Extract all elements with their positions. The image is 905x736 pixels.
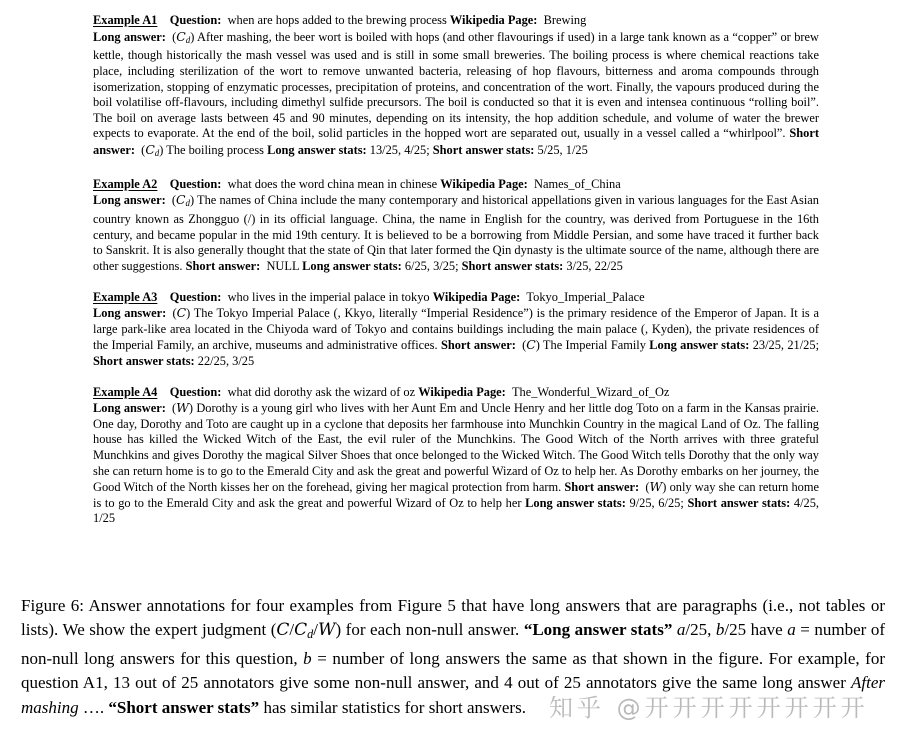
example-body xyxy=(93,305,819,369)
example-header xyxy=(93,385,819,401)
text-segment: Long answer: xyxy=(93,193,166,208)
text-segment: / xyxy=(313,620,319,640)
text-segment: ( xyxy=(134,142,146,157)
text-segment: ) The Tokyo Imperial Palace (, Kkyo, literally “Imperial Residence”) is the primary residence of the Emperor of Japan. It is a large park-like area located in the Chiyoda ward of Tokyo and contains buildings including the main palace (, Kyden), the private residences of the Imperial Family, an archive, museums and administrative offices. xyxy=(93,306,819,353)
text-segment: Example A1 xyxy=(93,13,158,27)
text-segment: d xyxy=(307,627,314,642)
example-body xyxy=(93,29,819,162)
text-segment: ) The boiling process xyxy=(159,142,268,157)
text-segment: Example A4 xyxy=(93,384,158,399)
text-segment: 9/25, 6/25; xyxy=(625,495,688,510)
text-segment: Wikipedia Page: xyxy=(432,289,521,304)
text-segment: a xyxy=(676,620,686,640)
watermark-text: 知乎 @开开开开开开开开 xyxy=(549,694,869,722)
text-segment: = number of non-null long answers for this question, xyxy=(21,620,885,668)
text-segment: Short answer: xyxy=(440,338,516,353)
text-segment: ( xyxy=(166,306,177,321)
text-segment: “Short answer stats” xyxy=(108,697,260,717)
text-segment: ( xyxy=(515,338,527,353)
text-segment: Short answer: xyxy=(185,258,261,273)
text-segment: Wikipedia Page: xyxy=(449,13,538,27)
figure-examples-block xyxy=(93,13,819,542)
text-segment: = number of long answers the same as that shown in the figure. For example, for question A1, 13 out of 25 annotators give some non-null answer, and 4 out of 25 annotators give the same long answer xyxy=(21,648,885,693)
text-segment: Long answer stats: xyxy=(525,495,626,510)
text-segment: has similar statistics for short answers. xyxy=(259,697,526,717)
text-segment: when are hops added to the brewing process xyxy=(221,13,450,27)
text-segment: Short answer stats: xyxy=(687,495,791,510)
text-segment: ) After mashing, the beer wort is boiled with hops (and other flavourings if used) in a large tank known as a “copper” or brew kettle, though historically the mash vessel was used and is still in some small breweries. The boiling process is where chemical reactions take place, including sterilization of the wort to remove unwanted bacteria, releasing of hop flavours, bitterness and aroma compounds through isomerization, stopping of enzymatic processes, precipitation of proteins, and concentration of the wort. Finally, the vapours produced during the boil volatilise off-flavours, including dimethyl sulfide precursors. The boil is conducted so that it is even and intensea continuous “rolling boil”. The boil on average lasts between 45 and 90 minutes, depending on its intensity, the hop addition schedule, and volume of water the brewer expects to evaporate. At the end of the boil, solid particles in the hopped wort are separated out, usually in a vessel called a “whirlpool”. xyxy=(93,29,819,141)
text-segment: C xyxy=(145,141,155,157)
text-segment: /25 have xyxy=(724,620,788,640)
text-segment: ) only way she can return home is to go to the Emerald City and ask the great and powerful Wizard of Oz to help her xyxy=(93,480,820,510)
text-segment: ( xyxy=(639,480,650,495)
figure-caption xyxy=(21,594,885,720)
text-segment: 13/25, 4/25; xyxy=(366,142,433,157)
text-segment: Long answer: xyxy=(93,29,166,44)
text-segment: Long answer: xyxy=(93,306,167,321)
text-segment: C xyxy=(526,337,536,353)
text-segment: Short answer: xyxy=(93,126,819,157)
text-segment xyxy=(157,385,169,399)
text-segment: 23/25, 21/25; xyxy=(749,338,820,353)
text-segment: C xyxy=(276,620,290,641)
text-segment: W xyxy=(649,479,663,495)
text-segment xyxy=(157,13,169,27)
example-block xyxy=(93,290,819,370)
example-header xyxy=(93,177,819,193)
example-block xyxy=(93,13,819,162)
text-segment: W xyxy=(176,400,189,416)
text-segment: The_Wonderful_Wizard_of_Oz xyxy=(505,384,670,399)
text-segment: Brewing xyxy=(537,13,587,27)
text-segment: Example A2 xyxy=(93,176,158,191)
example-block xyxy=(93,177,819,275)
text-segment: what does the word china mean in chinese xyxy=(221,176,441,191)
text-segment: ) The names of China include the many contemporary and historical appellations given in various languages for the East Asian country known as Zhongguo (/) in its official language. China, the name in English for the country, was derived from Portuguese in the 16th century, and became popular in the mid 19th century. It is believed to be a borrowing from Middle Persian, and some have traced it further back to Sanskrit. It is also generally thought that the state of Qin that later formed the Qin dynasty is the ultimate source of the name, although there are other suggestions. xyxy=(93,193,819,273)
text-segment: Question: xyxy=(169,289,222,304)
text-segment: “Long answer stats” xyxy=(523,620,673,640)
text-segment: ( xyxy=(165,193,177,208)
text-segment: 5/25, 1/25 xyxy=(534,142,588,157)
text-segment: Names_of_China xyxy=(527,176,621,191)
text-segment: …. xyxy=(78,697,109,717)
text-segment: Long answer stats: xyxy=(267,142,367,157)
text-segment: Figure 6: Answer annotations for four examples from Figure 5 that have long answers that are paragraphs (i.e., not tables or lists). We show the expert judgment ( xyxy=(21,596,885,640)
text-segment: Wikipedia Page: xyxy=(418,384,506,399)
text-segment: ) Dorothy is a young girl who lives with her Aunt Em and Uncle Henry and her little dog Toto on a farm in the Kansas prairie. One day, Dorothy and Toto are caught up in a cyclone that deposits her farmhouse into Munchkin Country in the magical Land of Oz. The falling house has killed the Wicked Witch of the East, the evil ruler of the Munchkins. The Good Witch of the North arrives with three grateful Munchkins and gives Dorothy the magical Silver Shoes that once belonged to the Wicked Witch. The Good Witch tells Dorothy that the only way she can return home is to go to the Emerald City and ask the great and powerful Wizard of Oz to help her. As Dorothy embarks on her journey, the Good Witch of the North kisses her on the forehead, giving her magical protection from harm. xyxy=(93,401,819,495)
text-segment: Short answer stats: xyxy=(461,258,564,273)
text-segment: Short answer: xyxy=(564,480,640,495)
example-block xyxy=(93,385,819,527)
text-segment: a xyxy=(787,620,796,640)
text-segment: C xyxy=(176,305,187,321)
text-segment: 6/25, 3/25; xyxy=(401,258,462,273)
example-header xyxy=(93,13,819,29)
text-segment: NULL xyxy=(260,258,303,273)
text-segment: d xyxy=(154,148,160,159)
text-segment: Short answer stats: xyxy=(432,142,535,157)
text-segment: 22/25, 3/25 xyxy=(194,353,255,368)
text-segment: / xyxy=(289,620,295,640)
text-segment: ( xyxy=(165,29,177,44)
text-segment: Short answer stats: xyxy=(93,353,195,368)
text-segment: /25, xyxy=(685,620,716,640)
example-header xyxy=(93,290,819,306)
text-segment: b xyxy=(303,648,312,668)
text-segment: ) The Imperial Family xyxy=(535,338,650,353)
text-segment: C xyxy=(294,620,308,641)
text-segment: Long answer stats: xyxy=(649,338,750,353)
example-body xyxy=(93,192,819,274)
text-segment: what did dorothy ask the wizard of oz xyxy=(221,384,419,399)
example-body xyxy=(93,400,819,527)
text-segment: 3/25, 22/25 xyxy=(563,258,623,273)
text-segment: ) for each non-null answer. xyxy=(335,620,524,640)
text-segment: Long answer stats: xyxy=(302,258,402,273)
text-segment: Question: xyxy=(169,176,222,191)
text-segment: Long answer: xyxy=(93,401,166,416)
text-segment: Tokyo_Imperial_Palace xyxy=(520,289,645,304)
text-segment: who lives in the imperial palace in tokyo xyxy=(221,289,433,304)
text-segment: d xyxy=(185,198,190,209)
text-segment: After mashing xyxy=(21,673,885,717)
text-segment xyxy=(157,290,169,304)
text-segment: b xyxy=(715,620,725,640)
text-segment: W xyxy=(318,620,336,641)
text-segment: Question: xyxy=(169,13,222,27)
text-segment: Example A3 xyxy=(93,289,158,304)
text-segment xyxy=(157,177,169,191)
text-segment: 4/25, 1/25 xyxy=(93,495,820,526)
text-segment: ( xyxy=(165,401,177,416)
text-segment: Question: xyxy=(169,384,222,399)
text-segment: d xyxy=(185,34,191,45)
text-segment: C xyxy=(176,192,186,208)
text-segment: C xyxy=(176,28,186,44)
text-segment: Wikipedia Page: xyxy=(440,176,528,191)
